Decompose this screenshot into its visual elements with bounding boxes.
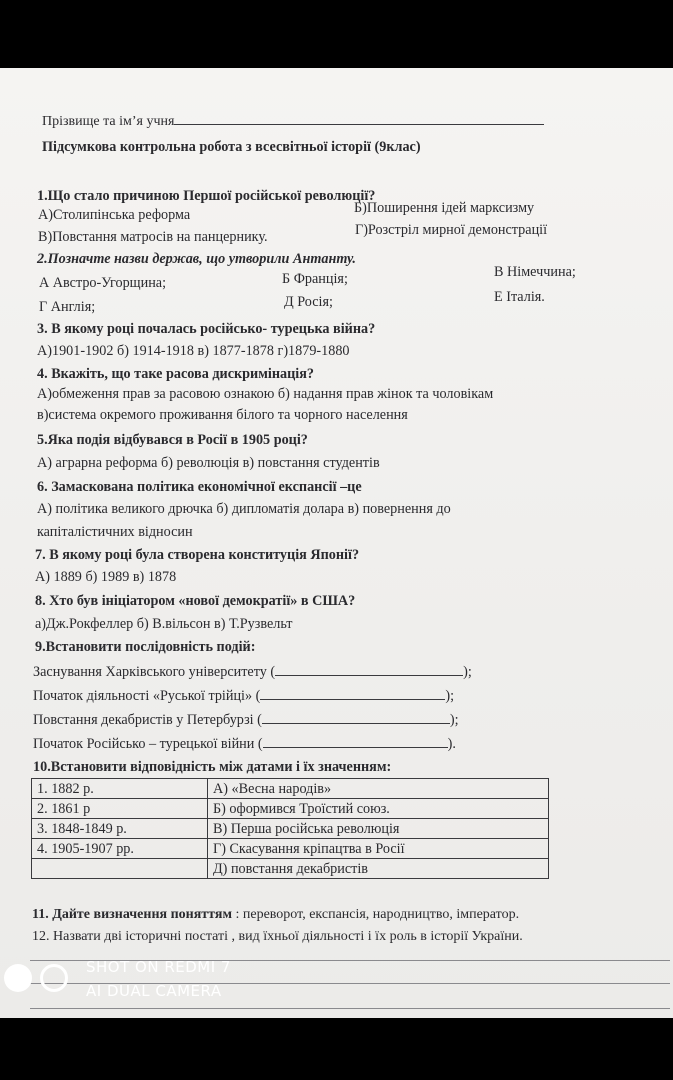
q4-question: 4. Вкажіть, що таке расова дискримінація? bbox=[37, 366, 314, 382]
q7-question: 7. В якому році була створена конституція Японії? bbox=[35, 547, 360, 563]
q3-question: 3. В якому році почалась російсько- турецька війна? bbox=[37, 321, 376, 337]
q2-option-e: Д Росія; bbox=[284, 294, 333, 310]
table-row bbox=[32, 779, 549, 799]
worksheet-paper bbox=[0, 68, 673, 1018]
q10-question: 10.Встановити відповідність між датами і їх значенням: bbox=[33, 759, 392, 775]
q2-question: 2.Позначте назви держав, що утворили Антанту. bbox=[37, 251, 356, 267]
q1-option-c: В)Повстання матросів на панцернику. bbox=[38, 229, 268, 245]
q1-question: 1.Що стало причиною Першої російської революції? bbox=[37, 188, 376, 204]
table-cell-meaning: Г) Скасування кріпацтва в Росії bbox=[208, 839, 549, 859]
q4-options-line1: А)обмеження прав за расовою ознакою б) надання прав жінок та чоловікам bbox=[37, 386, 494, 402]
q1-option-b: Б)Поширення ідей марксизму bbox=[354, 200, 535, 216]
watermark-line-2: AI DUAL CAMERA bbox=[86, 982, 222, 1000]
q9-question: 9.Встановити послідовність подій: bbox=[35, 639, 256, 655]
student-name-label: Прізвище та ім’я учня bbox=[42, 112, 544, 130]
page-title: Підсумкова контрольна робота з всесвітньої історії (9клас) bbox=[42, 139, 421, 155]
table-cell-date: 3. 1848-1849 р. bbox=[32, 819, 208, 839]
q9-item-1: Заснування Харківського університету ( ); bbox=[33, 664, 472, 680]
q2-option-a: А Австро-Угорщина; bbox=[39, 275, 167, 291]
q1-option-a: А)Столипінська реформа bbox=[38, 207, 191, 223]
table-cell-meaning: В) Перша російська революція bbox=[208, 819, 549, 839]
q7-options: А) 1889 б) 1989 в) 1878 bbox=[35, 569, 177, 585]
matching-table bbox=[31, 778, 549, 879]
q11-question: 11. Дайте визначення поняттям : переворот, експансія, народництво, імператор. bbox=[32, 907, 520, 922]
camera-watermark bbox=[0, 958, 300, 1018]
q2-option-c: В Німеччина; bbox=[494, 264, 576, 280]
student-name-blank bbox=[174, 112, 544, 125]
table-cell-meaning: А) «Весна народів» bbox=[208, 779, 549, 799]
table-row bbox=[32, 859, 549, 879]
q9-item-2: Початок діяльності «Руської трійці» ( ); bbox=[33, 688, 455, 704]
watermark-ring-icon bbox=[40, 964, 68, 992]
table-row bbox=[32, 839, 549, 859]
q6-options-line1: А) політика великого дрючка б) дипломатія долара в) повернення до bbox=[37, 501, 451, 517]
table-cell-meaning: Д) повстання декабристів bbox=[208, 859, 549, 879]
q3-options: А)1901-1902 б) 1914-1918 в) 1877-1878 г)1879-1880 bbox=[37, 343, 350, 359]
q8-options: а)Дж.Рокфеллер б) В.вільсон в) Т.Рузвельт bbox=[35, 616, 293, 632]
watermark-dot-icon bbox=[4, 964, 32, 992]
table-cell-meaning: Б) оформився Троїстий союз. bbox=[208, 799, 549, 819]
q8-question: 8. Хто був ініціатором «нової демократії» в США? bbox=[35, 593, 356, 609]
q6-options-line2: капіталістичних відносин bbox=[37, 524, 193, 540]
q6-question: 6. Замаскована політика економічної експансії –це bbox=[37, 479, 362, 495]
q9-item-4: Початок Російсько – турецької війни ( ). bbox=[33, 736, 456, 752]
q5-options: А) аграрна реформа б) революція в) повстання студентів bbox=[37, 455, 380, 471]
table-cell-date: 2. 1861 р bbox=[32, 799, 208, 819]
q12-question: 12. Назвати дві історичні постаті , вид їхньої діяльності і їх роль в історії України. bbox=[32, 929, 523, 944]
q5-question: 5.Яка подія відбувався в Росії в 1905 році? bbox=[37, 432, 308, 448]
q2-option-d: Г Англія; bbox=[39, 299, 96, 315]
q9-item-3: Повстання декабристів у Петербурзі ( ); bbox=[33, 712, 459, 728]
table-cell-date: 1. 1882 р. bbox=[32, 779, 208, 799]
q4-options-line2: в)система окремого проживання білого та чорного населення bbox=[37, 407, 408, 423]
q1-option-d: Г)Розстріл мирної демонстрації bbox=[355, 222, 548, 238]
watermark-line-1: SHOT ON REDMI 7 bbox=[86, 958, 231, 976]
table-cell-date: 4. 1905-1907 рр. bbox=[32, 839, 208, 859]
table-row bbox=[32, 819, 549, 839]
table-cell-date bbox=[32, 859, 208, 879]
q2-option-f: Е Італія. bbox=[494, 289, 545, 305]
q2-option-b: Б Франція; bbox=[282, 271, 348, 287]
table-row bbox=[32, 799, 549, 819]
